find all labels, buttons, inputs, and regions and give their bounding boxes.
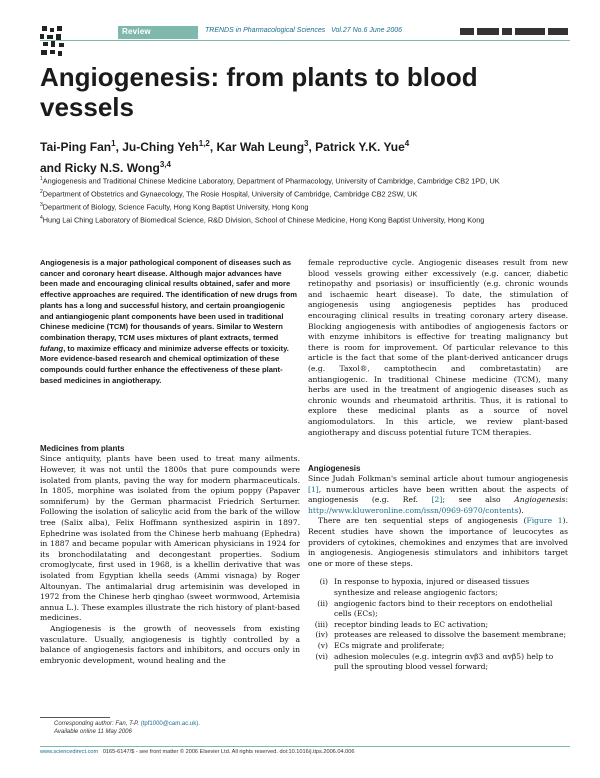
abstract: Angiogenesis is a major pathological component of diseases such as cancer and coronary heart disease. Although major advances have been made and encouraging clinical results obtained, safer and more effective approaches are required. The identification of new drugs from plants has a long and successful history, and certain proangiogenic and antiangiogenic plant components have been used in traditional Chinese medicine (TCM) for thousands of years. Similar to Western combination therapy, TCM uses mixtures of plant extracts, termed fufang, to maximize efficacy and minimize adverse effects or toxicity. More evidence-based research and chemical optimization of these compounds could further enhance the effectiveness of these plant-based medicines in angiotherapy.: [40, 258, 297, 385]
angiogenesis-steps-list: [308, 577, 568, 672]
journal-citation: [205, 27, 402, 34]
header-rule: [40, 40, 570, 41]
author: Patrick Y.K. Yue: [315, 140, 405, 154]
list-item: (v) ECs migrate and proliferate;: [317, 641, 445, 650]
list-item: (ii) angiogenic factors bind to their receptors on endothelial cells (ECs);: [317, 598, 553, 619]
right-column: [308, 258, 568, 673]
author: Ricky N.S. Wong: [64, 161, 160, 175]
author: Kar Wah Leung: [216, 140, 305, 154]
list-item: (vi) adhesion molecules (e.g. integrin αvβ3 and αvβ5) help to pull the sprouting blood vessel forward;: [315, 651, 554, 672]
footnote-rule: [40, 717, 110, 718]
affiliation: $^3$Department of Biology, Science Faculty, Hong Kong Baptist University, Hong Kong: [40, 201, 309, 212]
list-item: (i) In response to hypoxia, injured or diseased tissues synthesize and release angiogenic factors;: [319, 577, 530, 598]
journal-name: TRENDS in Pharmacological Sciences: [205, 27, 326, 34]
review-label: Review: [122, 27, 151, 36]
paragraph: Since Judah Folkman's seminal article about tumour angiogenesis [1], numerous articles have been written about the aspects of angiogenesis (e.g. Ref. [2]; see also Angiogenesis: http://www.kluweronline.com/issn/0969-6970/contents).: [308, 474, 568, 515]
footer-rule: [40, 746, 570, 747]
paragraph: female reproductive cycle. Angiogenic diseases result from new blood vessels growing either excessively (e.g. cancer, diabetic retinopathy and psoriasis) or insufficiently (e.g. chronic wounds and ischaemic heart disease). To date, the stimulation of angiogenesis using angiogenesis peptides has produced encouraging clinical results in treating coronary artery disease. Blocking angiogenesis with antibodies of angiogenesis factors or with enzyme inhibitors is effective for treating malignancy but there is room for improvement. Of particular relevance to this article is the fact that some of the plant-derived anticancer drugs (e.g. Taxol®, camptothecin and combretastatin) are antiangiogenic. In traditional Chinese medicine (TCM), many herbs are used in the treatment of angiogenic diseases such as chronic wounds and rheumatoid arthritis. Thus, it is rational to explore these medicinal plants as a source of novel angiomodulators. In this article, we review plant-based angiotherapy and discuss potential future TCM therapies.: [308, 258, 568, 437]
affiliations: [40, 174, 560, 226]
publisher-logo: [40, 26, 66, 58]
footnote: Corresponding author: Fan, T-P. (tpf1000@cam.ac.uk). Available online 11 May 2006: [54, 721, 200, 735]
author: Ju-Ching Yeh: [122, 140, 199, 154]
sciencedirect-link[interactable]: www.sciencedirect.com: [40, 749, 99, 755]
email-link[interactable]: (tpf1000@cam.ac.uk).: [140, 721, 200, 727]
list-item: (iv) proteases are released to dissolve the basement membrane;: [315, 630, 566, 640]
affiliation: $^2$Department of Obstetrics and Gynaecology, The Rosie Hospital, University of Cambridge, Cambridge CB2 2SW, UK: [40, 188, 418, 199]
paragraph: Angiogenesis is the growth of neovessels from existing vasculature. Usually, angiogenesis is tightly controlled by a balance of angiogenesis factors and inhibitors, and occurs only in embryonic development, wound healing and the: [40, 623, 300, 665]
page-footer: [40, 749, 570, 755]
figure-link[interactable]: Figure 1: [526, 516, 563, 526]
paragraph: Since antiquity, plants have been used to treat many ailments. However, it was not until the 1800s that pure compounds were isolated from plants, paving the way for modern pharmaceuticals. In 1805, morphine was isolated from the opium poppy (Papaver somniferum) by the German pharmacist Friedrich Serturner. Following the isolation of salicylic acid from the bark of the willow tree (Salix alba), Felix Hoffmann synthesized aspirin in 1897. Ephedrine was isolated from the Chinese herb mahuang (Ephedra) in 1887 and became popular with American physicians in 1924 for its bronchodilatating and decongestant properties. Sodium cromoglycate, first used in 1968, is a khellin derivative that was isolated from Egyptian khella seeds (Ammi visnaga) by Roger Altounyan. The antimalarial drug artemisinin was developed in 1972 from the Chinese herb qinghao (sweet wormwood, Artemisia annua L.). These examples illustrate the rich history of plant-based medicines.: [40, 454, 300, 623]
author: Tai-Ping Fan: [40, 140, 112, 154]
list-item: (iii) receptor binding leads to EC activation;: [314, 619, 489, 629]
left-column: [40, 258, 300, 666]
volume-issue: Vol.27 No.6 June 2006: [331, 27, 403, 34]
article-title: Angiogenesis: from plants to blood vessels: [40, 62, 478, 122]
journal-url-link[interactable]: http://www.kluweronline.com/issn/0969-6970/contents: [308, 505, 519, 515]
affiliation: $^1$Angiogenesis and Traditional Chinese Medicine Laboratory, Department of Pharmacology, University of Cambridge, Cambridge CB2 1PD, UK: [40, 176, 500, 186]
section-heading-medicines: Medicines from plants: [40, 444, 125, 454]
doi-line: 0165-6147/$ - see front matter © 2006 Elsevier Ltd. All rights reserved. doi:10.1016/j.tips.2006.04.006: [102, 749, 355, 755]
paragraph: There are ten sequential steps of angiogenesis (Figure 1). Recent studies have shown the importance of leucocytes as providers of cytokines, chemokines and enzymes that are involved in angiogenesis. Angiogenesis stimulators and inhibitors target one or more of these steps.: [308, 516, 569, 568]
affiliation: $^4$Hung Lai Ching Laboratory of Biomedical Science, R&D Division, School of Chinese Medicine, Hong Kong Baptist University, Hong Kong: [40, 214, 485, 225]
author-list: Tai-Ping Fan$^1$, Ju-Ching Yeh$^{1,2}$, Kar Wah Leung$^3$, Patrick Y.K. Yue$^4$ and Ricky N.S. Wong$^{3,4}$: [40, 139, 410, 175]
reference-link[interactable]: [1]: [308, 484, 319, 494]
available-online: Available online 11 May 2006: [54, 729, 132, 735]
section-heading-angiogenesis: Angiogenesis: [308, 464, 361, 474]
journal-masthead: [460, 28, 570, 36]
reference-link[interactable]: [2]: [431, 495, 443, 505]
